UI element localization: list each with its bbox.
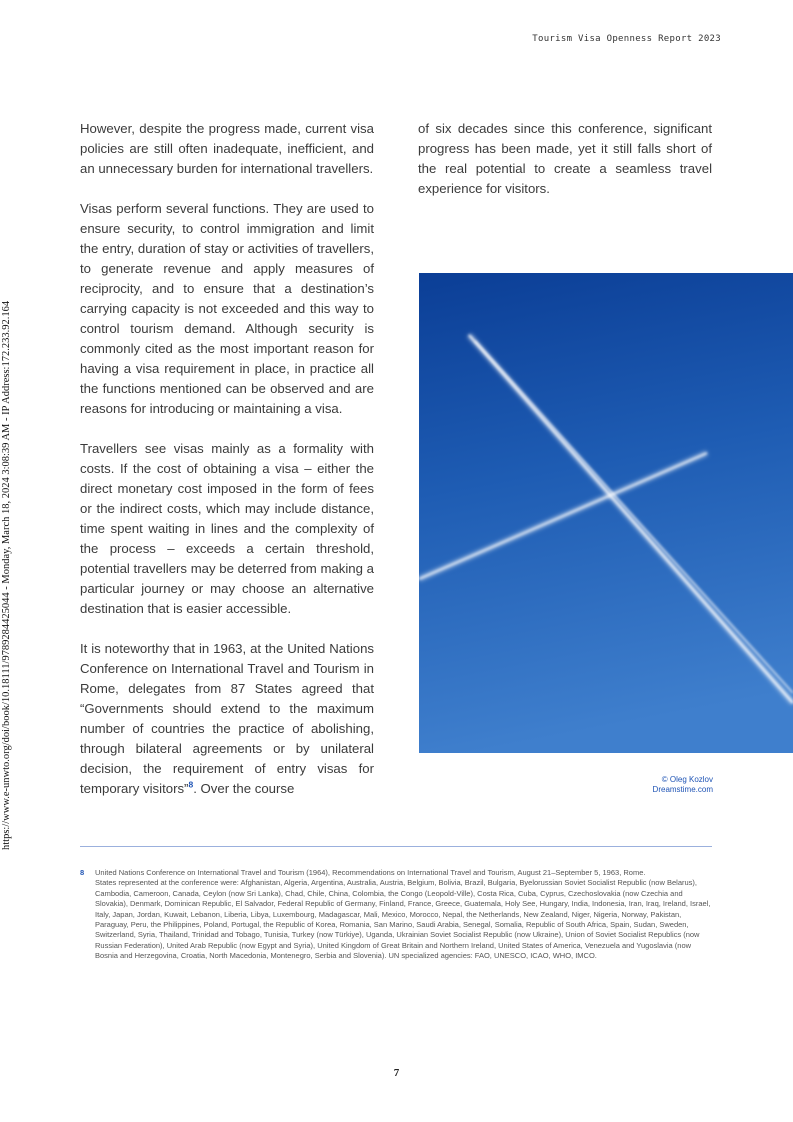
body-paragraph: However, despite the progress made, current visa policies are still often inadequate, inefficient, and an unnecessary burden for international travellers.	[80, 121, 374, 176]
footnote-number: 8	[80, 868, 85, 877]
body-paragraph: Visas perform several functions. They are used to ensure security, to control immigration and limit the entry, duration of stay or activities of travellers, to generate revenue and apply measures of reciprocity, and to ensure that a destination’s carrying capacity is not exceeded and this way to control tourism demand. Although security is commonly cited as the most important reason for having a visa requirement in place, in practice all the functions mentioned can be observed and are reasons for introducing or maintaining a visa.	[80, 201, 374, 416]
footnote-body	[95, 868, 712, 962]
page-number: 7	[393, 1067, 400, 1079]
contrails-photo	[419, 273, 793, 753]
footnote-states-list: States represented at the conference were: Afghanistan, Algeria, Argentina, Australia, Austria, Belgium, Bolivia, Brazil, Bulgaria, Byelorussian Soviet Socialist Republic (now Belarus), Cambodia, Cameroon, Canada, Ceylon (now Sri Lanka), Chad, Chile, China, Colombia, the Congo (Leopold-Ville), Costa Rica, Cuba, Cyprus, Czechoslovakia (now Czechia and Slovakia), Denmark, Dominican Republic, El Salvador, Federal Republic of Germany, Finland, France, Greece, Guatemala, Holy See, Hungary, India, Indonesia, Iran, Iraq, Ireland, Israel, Italy, Japan, Jordan, Kuwait, Lebanon, Liberia, Libya, Luxembourg, Madagascar, Mali, Mexico, Morocco, Nepal, the Netherlands, New Zealand, Niger, Nigeria, Norway, Pakistan, Paraguay, Peru, the Philippines, Poland, Portugal, the Republic of Korea, Romania, San Marino, Saudi Arabia, Senegal, Somalia, Republic of South Africa, Spain, Sudan, Sweden, Switzerland, Syria, Thailand, Trinidad and Tobago, Tunisia, Turkey (now Türkiye), Uganda, Ukrainian Soviet Socialist Republic (now Ukraine), Union of Soviet Socialist Republics (now Russian Federation), United Arab Republic (now Egypt and Syria), United Kingdom of Great Britain and Northern Ireland, United States of America, Venezuela and Yugoslavia (now Bosnia and Herzegovina, Croatia, North Macedonia, Montenegro, Serbia and Slovenia). UN specialized agencies: FAO, UNESCO, ICAO, WHO, IMCO.	[95, 878, 711, 961]
footnote	[80, 868, 712, 962]
photo-credit-author: © Oleg Kozlov	[661, 775, 713, 784]
download-watermark: https://www.e-unwto.org/doi/book/10.18111/9789284425044 - Monday, March 18, 2024 3:08:39 AM - IP Address:172.233.92.164	[1, 300, 12, 850]
body-paragraph: Travellers see visas mainly as a formality with costs. If the cost of obtaining a visa – either the direct monetary cost imposed in the form of fees or the indirect costs, which may include distance, time spent waiting in lines and the complexity of the process – exceeds a certain threshold, potential travellers may be deterred from making a particular journey or may choose an alternative destination that is easier accessible.	[80, 441, 374, 616]
running-header: Tourism Visa Openness Report 2023	[532, 34, 721, 44]
left-column	[80, 119, 374, 799]
body-paragraph	[80, 639, 374, 799]
paragraph-text: It is noteworthy that in 1963, at the United Nations Conference on International Travel and Tourism in Rome, delegates from 87 States agreed that “Governments should extend to the maximum number of countries the practice of abolishing, through bilateral agreements or by unilateral decision, the requirement of entry visas for temporary visitors”	[80, 641, 374, 796]
paragraph-text-continued: . Over the course	[193, 781, 295, 796]
photo-credit-source-link[interactable]: Dreamstime.com	[652, 785, 713, 794]
right-column	[418, 119, 712, 199]
footnote-divider	[80, 846, 712, 847]
body-paragraph: of six decades since this conference, significant progress has been made, yet it still falls short of the real potential to create a seamless travel experience for visitors.	[418, 121, 712, 196]
photo-credit	[653, 775, 713, 795]
footnote-citation: United Nations Conference on International Travel and Tourism (1964), Recommendations on International Travel and Tourism, August 21–September 5, 1963, Rome.	[95, 868, 646, 877]
footnote-reference-link[interactable]: 8	[188, 779, 194, 790]
